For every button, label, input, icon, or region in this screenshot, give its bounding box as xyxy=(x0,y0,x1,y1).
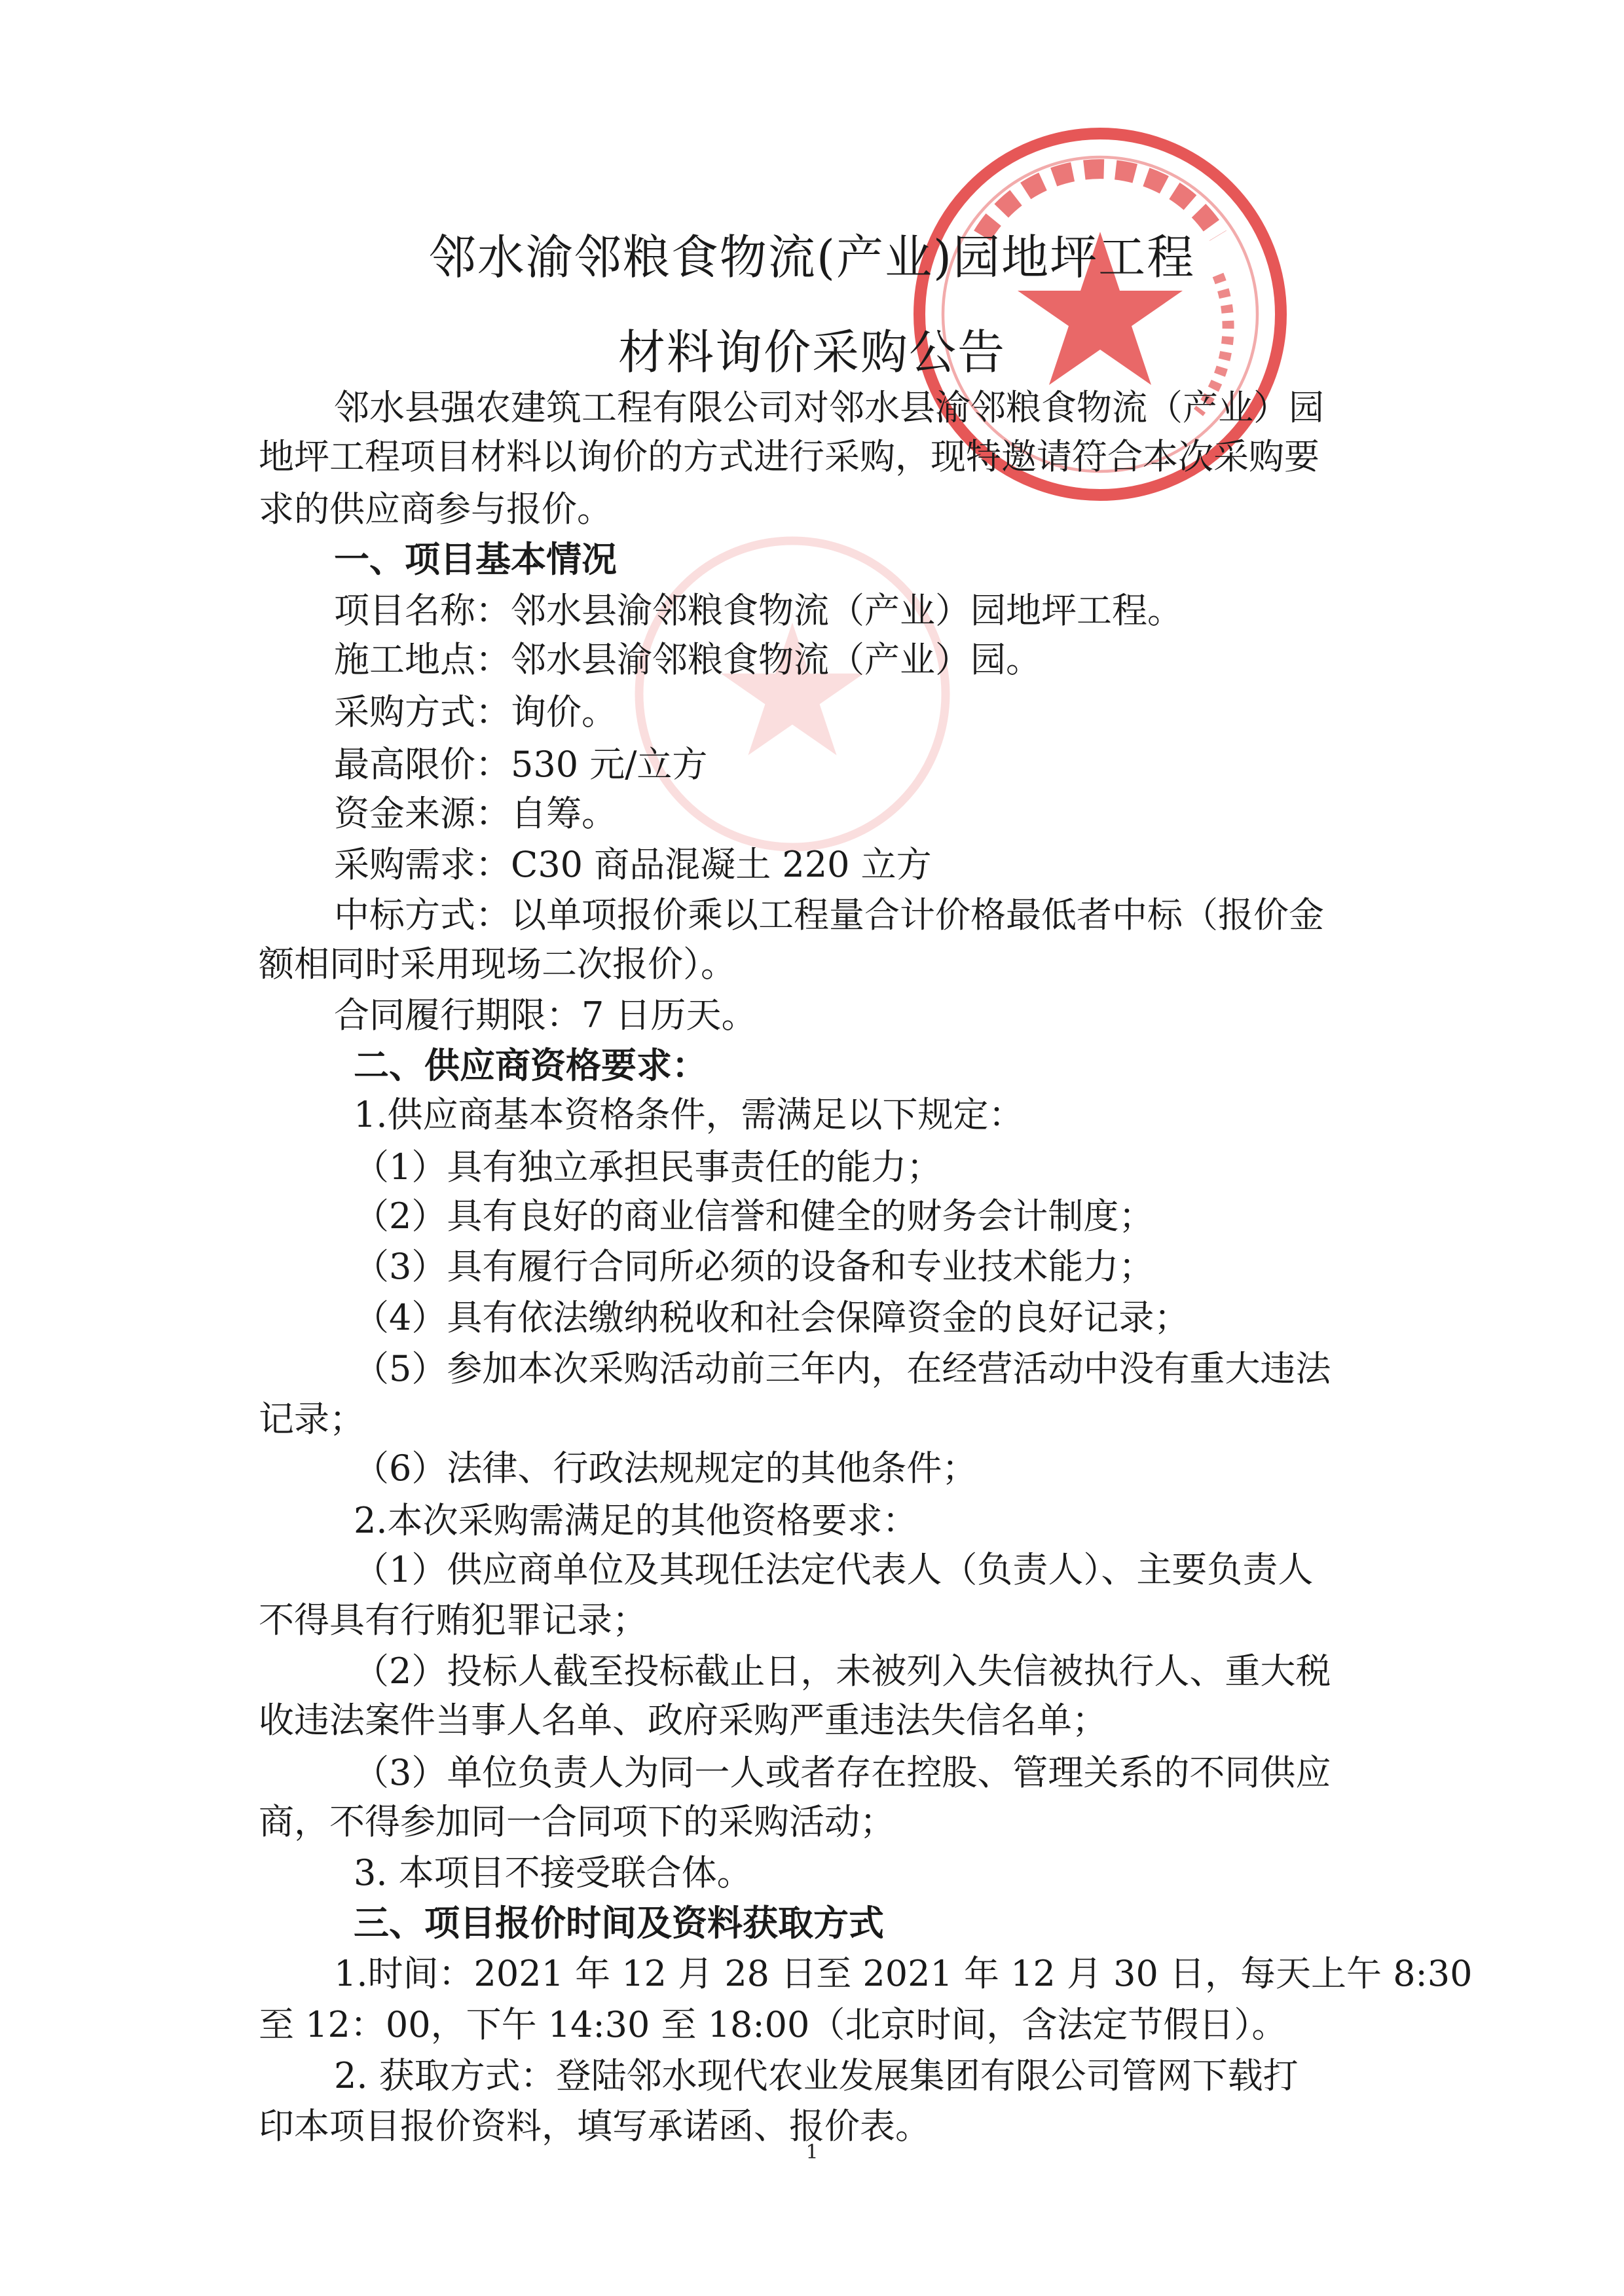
intro-line: 地坪工程项目材料以询价的方式进行采购，现特邀请符合本次采购要 xyxy=(259,436,1320,477)
funding-source: 资金来源：自筹。 xyxy=(334,793,617,834)
intro-line: 邻水县强农建筑工程有限公司对邻水县渝邻粮食物流（产业）园 xyxy=(334,387,1324,428)
bleed-through-seal xyxy=(622,524,963,864)
basic-qualification: 1.供应商基本资格条件，需满足以下规定： xyxy=(354,1094,1024,1135)
other-item: （1）供应商单位及其现任法定代表人（负责人）、主要负责人 xyxy=(354,1549,1314,1590)
award-method: 中标方式：以单项报价乘以工程量合计价格最低者中标（报价金 xyxy=(334,894,1324,936)
construction-site: 施工地点：邻水县渝邻粮食物流（产业）园。 xyxy=(334,639,1041,680)
quote-time-cont: 至 12：00，下午 14:30 至 18:00（北京时间，含法定节假日）。 xyxy=(259,2004,1287,2045)
price-cap: 最高限价：530 元/立方 xyxy=(334,744,708,785)
section-heading-1: 一、项目基本情况 xyxy=(334,538,617,580)
procurement-method: 采购方式：询价。 xyxy=(334,691,617,733)
project-name: 项目名称：邻水县渝邻粮食物流（产业）园地坪工程。 xyxy=(334,590,1183,631)
obtain-method-cont: 印本项目报价资料，填写承诺函、报价表。 xyxy=(259,2105,931,2147)
qualification-item: （5）参加本次采购活动前三年内，在经营活动中没有重大违法 xyxy=(354,1348,1331,1389)
qualification-item: （4）具有依法缴纳税收和社会保障资金的良好记录； xyxy=(354,1297,1190,1338)
other-item: （2）投标人截至投标截止日，未被列入失信被执行人、重大税 xyxy=(354,1650,1331,1692)
page-number: 1 xyxy=(805,2141,819,2164)
other-item: （3）单位负责人为同一人或者存在控股、管理关系的不同供应 xyxy=(354,1752,1331,1793)
document-title-line1: 邻水渝邻粮食物流(产业)园地坪工程 xyxy=(428,230,1196,285)
section-heading-2: 二、供应商资格要求： xyxy=(354,1044,707,1086)
qualification-item: （6）法律、行政法规规定的其他条件； xyxy=(354,1448,978,1489)
section-heading-3: 三、项目报价时间及资料获取方式 xyxy=(354,1902,884,1944)
obtain-method: 2. 获取方式：登陆邻水现代农业发展集团有限公司管网下载打 xyxy=(334,2055,1299,2096)
contract-period: 合同履行期限：7 日历天。 xyxy=(334,994,757,1036)
award-method-cont: 额相同时采用现场二次报价）。 xyxy=(259,943,736,985)
qualification-item-cont: 记录； xyxy=(259,1398,365,1440)
other-item-cont: 不得具有行贿犯罪记录； xyxy=(259,1599,648,1641)
qualification-item: （2）具有良好的商业信誉和健全的财务会计制度； xyxy=(354,1195,1154,1237)
qualification-item: （1）具有独立承担民事责任的能力； xyxy=(354,1146,942,1188)
other-item-cont: 商，不得参加同一合同项下的采购活动； xyxy=(259,1801,895,1842)
intro-line: 求的供应商参与报价。 xyxy=(259,488,612,530)
quote-time: 1.时间：2021 年 12 月 28 日至 2021 年 12 月 30 日，每天上午 8:30 xyxy=(334,1953,1473,1994)
procurement-demand: 采购需求：C30 商品混凝土 220 立方 xyxy=(334,844,932,885)
document-title-line2: 材料询价采购公告 xyxy=(618,325,1006,380)
consortium-note: 3. 本项目不接受联合体。 xyxy=(354,1852,752,1893)
other-item-cont: 收违法案件当事人名单、政府采购严重违法失信名单； xyxy=(259,1700,1107,1741)
other-qualification: 2.本次采购需满足的其他资格要求： xyxy=(354,1500,918,1541)
qualification-item: （3）具有履行合同所必须的设备和专业技术能力； xyxy=(354,1246,1154,1287)
